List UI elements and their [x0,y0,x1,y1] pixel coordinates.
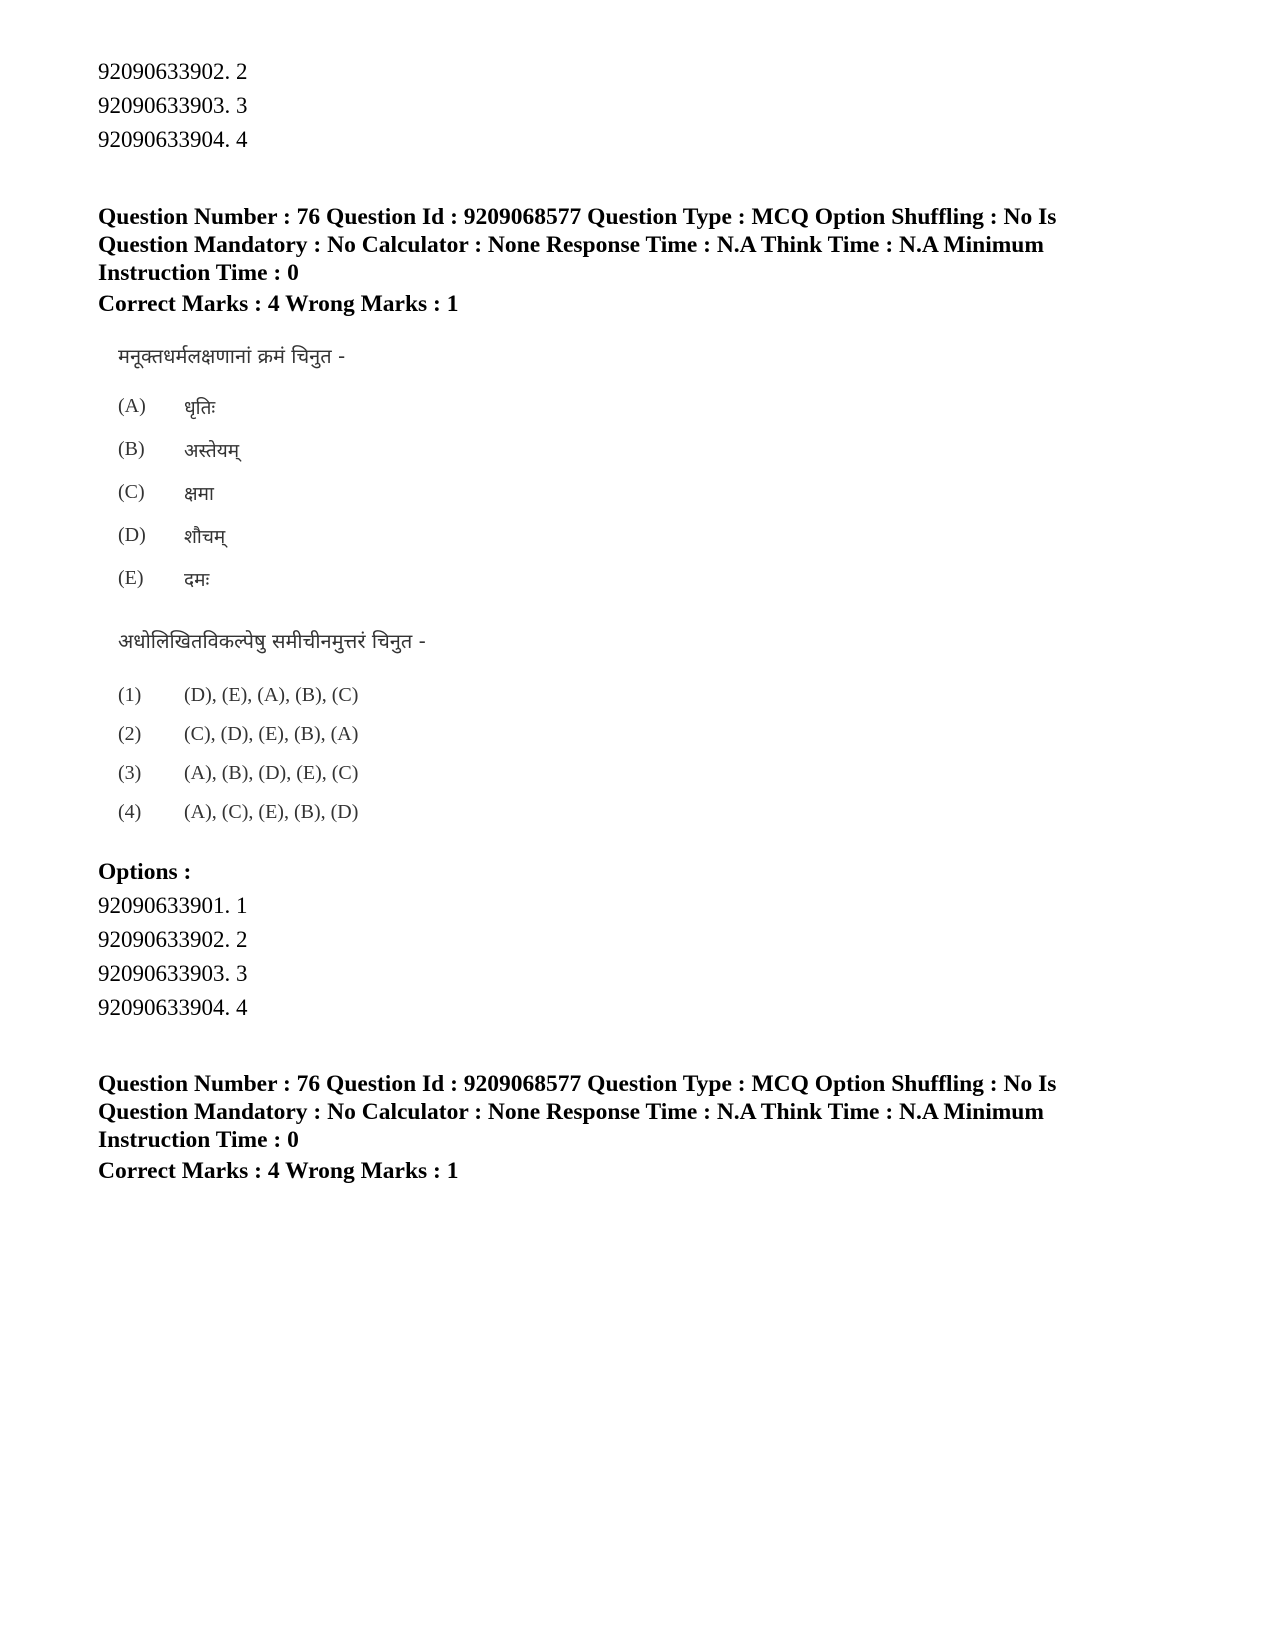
choice-label: (2) [118,723,142,745]
option-line: 92090633903. 3 [98,93,248,118]
question-choice [118,754,426,793]
question-marks: Correct Marks : 4 Wrong Marks : 1 [98,291,459,317]
question-meta-line: Question Number : 76 Question Id : 9209068577 Question Type : MCQ Option Shuffling : No Is [98,1071,1057,1097]
option-line: 92090633901. 1 [98,893,248,918]
option-line: 92090633904. 4 [98,127,248,152]
question-meta-line: Question Mandatory : No Calculator : None Response Time : N.A Think Time : N.A Minimum [98,1099,1044,1125]
question-item [118,471,426,514]
choice-text: (A), (C), (E), (B), (D) [184,801,359,823]
question-header-1 [98,203,1056,321]
question-instruction: अधोलिखितविकल्पेषु समीचीनमुत्तरं चिनुत - [118,629,426,653]
question-choice [118,676,426,715]
option-line: 92090633903. 3 [98,961,248,986]
question-meta-line: Question Mandatory : No Calculator : None Response Time : N.A Think Time : N.A Minimum [98,232,1044,258]
option-line: 92090633902. 2 [98,59,248,84]
choice-text: (A), (B), (D), (E), (C) [184,762,359,784]
question-meta-line: Instruction Time : 0 [98,260,299,286]
choice-label: (1) [118,684,142,706]
item-label: (B) [118,438,145,460]
options-section [98,855,248,1025]
choice-label: (4) [118,801,142,823]
item-text: क्षमा [184,482,214,505]
question-item [118,514,426,557]
option-line: 92090633902. 2 [98,927,248,952]
question-choice [118,715,426,754]
question-image [118,333,426,832]
question-item [118,428,426,471]
option-line: 92090633904. 4 [98,995,248,1020]
question-stem: मनूक्तधर्मलक्षणानां क्रमं चिनुत - [118,344,346,368]
question-meta-line: Question Number : 76 Question Id : 9209068577 Question Type : MCQ Option Shuffling : No Is [98,204,1057,230]
item-text: धृतिः [184,396,216,419]
question-item [118,385,426,428]
question-item [118,557,426,600]
item-text: अस्तेयम् [184,439,240,462]
item-label: (A) [118,395,146,417]
choice-text: (D), (E), (A), (B), (C) [184,684,359,706]
options-label: Options : [98,859,192,885]
item-text: दमः [184,568,210,591]
question-marks: Correct Marks : 4 Wrong Marks : 1 [98,1158,459,1184]
item-label: (E) [118,567,144,589]
item-text: शौचम् [184,525,226,548]
question-items [118,385,426,600]
item-label: (D) [118,524,146,546]
question-header-2 [98,1070,1056,1188]
item-label: (C) [118,481,145,503]
choice-label: (3) [118,762,142,784]
question-meta-line: Instruction Time : 0 [98,1127,299,1153]
question-choices [118,676,426,832]
top-options-list [98,55,248,157]
question-choice [118,793,426,832]
choice-text: (C), (D), (E), (B), (A) [184,723,359,745]
